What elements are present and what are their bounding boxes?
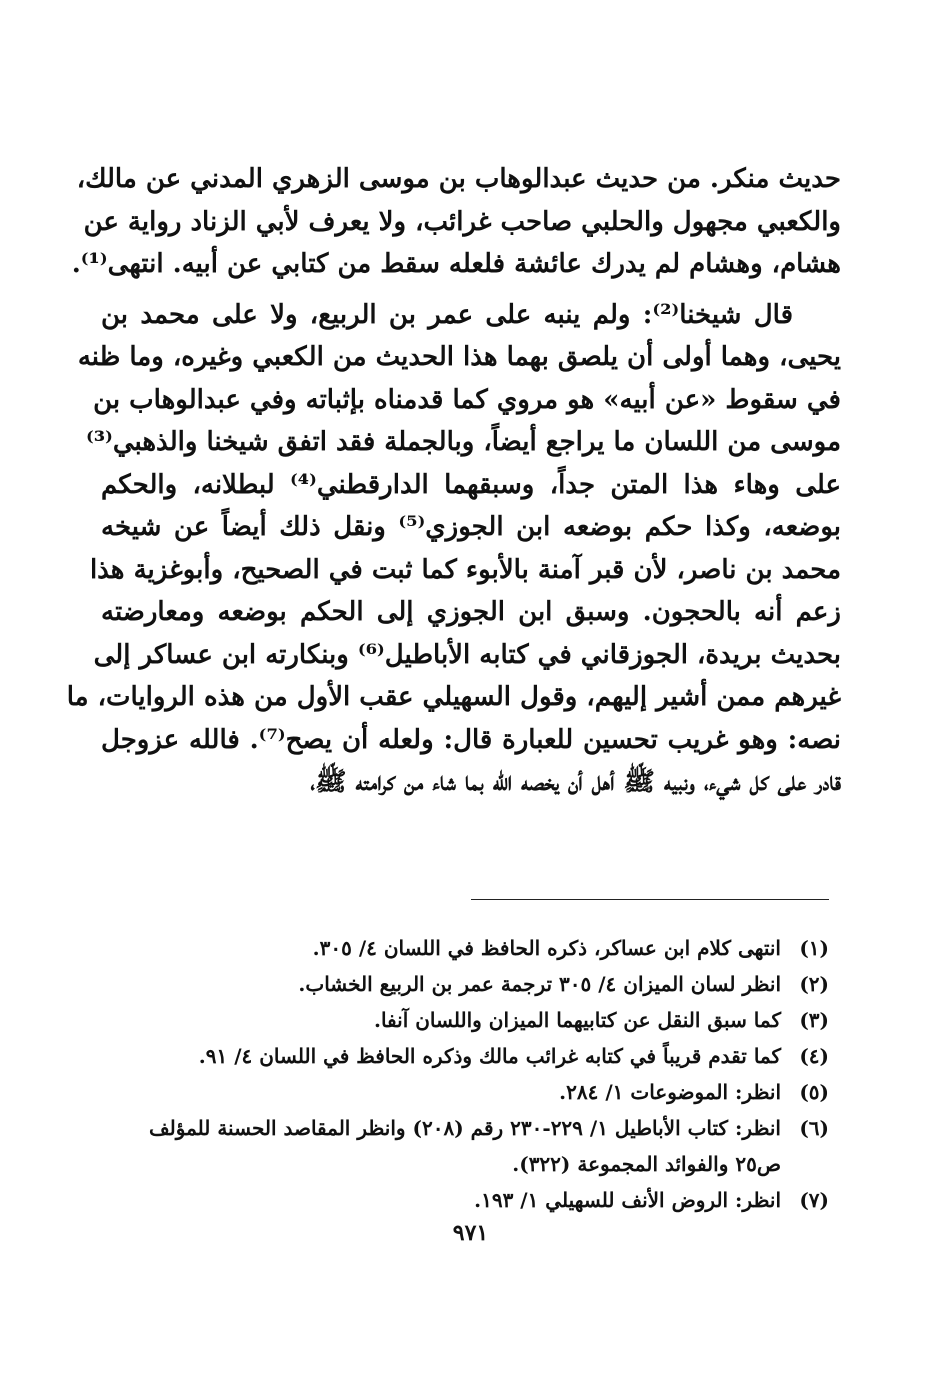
footnotes [101, 930, 841, 1218]
text-line: حديث منكر. من حديث عبدالوهاب بن موسى الزهري المدني عن مالك، [76, 164, 841, 194]
main-text [66, 158, 841, 804]
footnote-line: انظر: كتاب الأباطيل ١/ ٢٢٩-٢٣٠ رقم (٢٠٨) وانظر المقاصد الحسنة للمؤلف [148, 1116, 781, 1140]
footnote-number: (٣) [799, 1008, 829, 1032]
footnote-text [101, 1074, 781, 1110]
footnote-line: ص٢٥ والفوائد المجموعة (٣٢٢). [512, 1152, 781, 1176]
footnote-number: (٦) [799, 1116, 829, 1140]
footnote-divider [471, 899, 829, 900]
text-line: غيرهم ممن أشير إليهم، وقول السهيلي عقب الأول من هذه الروايات، ما [66, 682, 841, 712]
text-line: يحيى، وهما أولى أن يلصق بهما هذا الحديث من الكعبي وغيره، وما ظنه [77, 342, 841, 372]
footnote-text [101, 930, 781, 966]
text-line: في سقوط «عن أبيه» هو مروي كما قدمناه بإثباته وفي عبدالوهاب بن [93, 384, 841, 415]
footnote-item [101, 966, 841, 1002]
text-line: بوضعه، وكذا حكم بوضعه ابن الجوزي⁽⁵⁾ ونقل ذلك أيضاً عن شيخه [101, 512, 841, 542]
footnote-item [101, 930, 841, 966]
text-line: والكعبي مجهول والحلبي صاحب غرائب، ولا يعرف لأبي الزناد رواية عن [83, 206, 841, 237]
text-line: على وهاء هذا المتن جداً، وسبقهما الدارقطني⁽⁴⁾ لبطلانه، والحكم [101, 469, 841, 500]
text-line: قادر على كل شيء، ونبيه ﷺ أهل أن يخصه الله بما شاء من كرامته ﷺ، [310, 767, 841, 797]
paragraph-2 [66, 294, 841, 804]
footnote-line: انتهى كلام ابن عساكر، ذكره الحافظ في اللسان ٤/ ٣٠٥. [312, 936, 781, 960]
page-number: ٩٧١ [452, 1220, 489, 1246]
footnote-number: (١) [799, 936, 829, 960]
footnote-item [101, 1074, 841, 1110]
footnote-item [101, 1038, 841, 1074]
footnote-line: انظر: الموضوعات ١/ ٢٨٤. [559, 1080, 781, 1104]
footnote-number: (٤) [799, 1044, 829, 1068]
footnote-text [101, 1038, 781, 1074]
footnote-text [101, 1110, 781, 1182]
footnote-text [101, 1002, 781, 1038]
footnote-number: (٧) [799, 1188, 829, 1212]
footnote-number: (٢) [799, 972, 829, 996]
footnote-text [101, 966, 781, 1002]
footnote-item [101, 1002, 841, 1038]
footnote-number: (٥) [799, 1080, 829, 1104]
text-line: نصه: وهو غريب تحسين للعبارة قال: ولعله أن يصح⁽⁷⁾. فالله عزوجل [101, 724, 841, 755]
footnote-line: انظر: الروض الأنف للسهيلي ١/ ١٩٣. [474, 1188, 781, 1212]
footnote-item [101, 1182, 841, 1218]
footnote-line: كما سبق النقل عن كتابيهما الميزان واللسان آنفا. [373, 1008, 781, 1032]
paragraph-1 [71, 158, 841, 286]
text-line: بحديث بريدة، الجوزقاني في كتابه الأباطيل⁽⁶⁾ وبنكارته ابن عساكر إلى [93, 639, 841, 670]
footnote-text [101, 1182, 781, 1218]
footnote-line: كما تقدم قريباً في كتابه غرائب مالك وذكره الحافظ في اللسان ٤/ ٩١. [198, 1044, 781, 1068]
text-line: زعم أنه بالحجون. وسبق ابن الجوزي إلى الحكم بوضعه ومعارضته [101, 597, 841, 627]
text-line: قال شيخنا⁽²⁾: ولم ينبه على عمر بن الربيع، ولا على محمد بن [101, 299, 794, 330]
text-line: موسى من اللسان ما يراجع أيضاً، وبالجملة فقد اتفق شيخنا والذهبي⁽³⁾ [85, 427, 841, 457]
footnote-item [101, 1110, 841, 1182]
text-line: محمد بن ناصر، لأن قبر آمنة بالأبوء كما ثبت في الصحيح، وأبوغزية هذا [89, 554, 841, 585]
footnote-line: انظر لسان الميزان ٤/ ٣٠٥ ترجمة عمر بن الربيع الخشاب. [298, 972, 781, 996]
text-line: هشام، وهشام لم يدرك عائشة فلعله سقط من كتابي عن أبيه. انتهى⁽¹⁾. [71, 249, 841, 279]
